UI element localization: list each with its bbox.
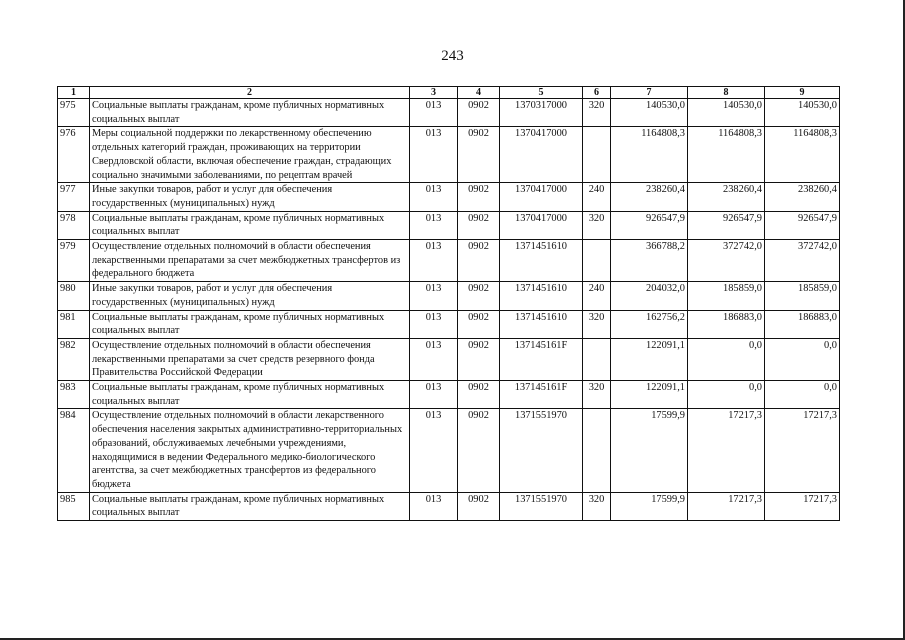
amount-col7: 122091,1 — [611, 338, 688, 380]
amount-col8: 0,0 — [688, 338, 765, 380]
row-number: 981 — [58, 310, 90, 338]
amount-col8: 186883,0 — [688, 310, 765, 338]
row-number: 978 — [58, 211, 90, 239]
target-article-code: 1371551970 — [500, 492, 583, 520]
ministry-code: 013 — [410, 492, 458, 520]
expense-type-code: 320 — [583, 99, 611, 127]
amount-col9: 17217,3 — [765, 409, 840, 492]
row-number: 984 — [58, 409, 90, 492]
target-article-code: 1371551970 — [500, 409, 583, 492]
table-row — [58, 492, 840, 520]
amount-col9: 0,0 — [765, 381, 840, 409]
target-article-code: 1370417000 — [500, 127, 583, 183]
amount-col9: 17217,3 — [765, 492, 840, 520]
amount-col8: 140530,0 — [688, 99, 765, 127]
row-number: 983 — [58, 381, 90, 409]
row-number: 985 — [58, 492, 90, 520]
ministry-code: 013 — [410, 183, 458, 211]
expense-type-code — [583, 240, 611, 282]
row-name: Меры социальной поддержки по лекарственному обеспечению отдельных категорий граждан, проживающих на территории Свердловской области, включая обеспечение граждан, страдающих социально значимыми заболеваниями, по рецептам врачей — [90, 127, 410, 183]
expense-type-code — [583, 338, 611, 380]
section-code: 0902 — [458, 381, 500, 409]
amount-col9: 1164808,3 — [765, 127, 840, 183]
row-name: Социальные выплаты гражданам, кроме публичных нормативных социальных выплат — [90, 211, 410, 239]
amount-col7: 17599,9 — [611, 409, 688, 492]
table-header-row — [58, 87, 840, 99]
table-row — [58, 240, 840, 282]
column-header: 2 — [90, 87, 410, 99]
row-number: 980 — [58, 282, 90, 310]
expense-type-code: 240 — [583, 282, 611, 310]
column-header: 9 — [765, 87, 840, 99]
table-row — [58, 381, 840, 409]
row-number: 976 — [58, 127, 90, 183]
target-article-code: 1370417000 — [500, 183, 583, 211]
table-row — [58, 282, 840, 310]
section-code: 0902 — [458, 211, 500, 239]
row-name: Социальные выплаты гражданам, кроме публичных нормативных социальных выплат — [90, 381, 410, 409]
target-article-code: 1371451610 — [500, 282, 583, 310]
ministry-code: 013 — [410, 338, 458, 380]
amount-col9: 186883,0 — [765, 310, 840, 338]
amount-col7: 1164808,3 — [611, 127, 688, 183]
table-row — [58, 310, 840, 338]
target-article-code: 137145161F — [500, 338, 583, 380]
section-code: 0902 — [458, 310, 500, 338]
table-row — [58, 183, 840, 211]
ministry-code: 013 — [410, 282, 458, 310]
amount-col9: 0,0 — [765, 338, 840, 380]
amount-col8: 1164808,3 — [688, 127, 765, 183]
row-name: Иные закупки товаров, работ и услуг для обеспечения государственных (муниципальных) нужд — [90, 282, 410, 310]
target-article-code: 137145161F — [500, 381, 583, 409]
section-code: 0902 — [458, 240, 500, 282]
amount-col7: 140530,0 — [611, 99, 688, 127]
expense-type-code: 240 — [583, 183, 611, 211]
target-article-code: 1371451610 — [500, 310, 583, 338]
expense-type-code: 320 — [583, 310, 611, 338]
column-header: 8 — [688, 87, 765, 99]
amount-col9: 372742,0 — [765, 240, 840, 282]
column-header: 4 — [458, 87, 500, 99]
amount-col8: 926547,9 — [688, 211, 765, 239]
expense-type-code — [583, 127, 611, 183]
section-code: 0902 — [458, 127, 500, 183]
target-article-code: 1370317000 — [500, 99, 583, 127]
ministry-code: 013 — [410, 381, 458, 409]
amount-col9: 926547,9 — [765, 211, 840, 239]
amount-col7: 926547,9 — [611, 211, 688, 239]
amount-col9: 140530,0 — [765, 99, 840, 127]
amount-col7: 162756,2 — [611, 310, 688, 338]
expense-type-code: 320 — [583, 492, 611, 520]
amount-col7: 122091,1 — [611, 381, 688, 409]
ministry-code: 013 — [410, 127, 458, 183]
amount-col9: 185859,0 — [765, 282, 840, 310]
expense-type-code: 320 — [583, 381, 611, 409]
row-number: 977 — [58, 183, 90, 211]
table-row — [58, 338, 840, 380]
table-row — [58, 409, 840, 492]
row-name: Осуществление отдельных полномочий в области обеспечения лекарственными препаратами за счет средств резервного фонда Правительства Российской Федерации — [90, 338, 410, 380]
column-header: 5 — [500, 87, 583, 99]
section-code: 0902 — [458, 99, 500, 127]
section-code: 0902 — [458, 492, 500, 520]
row-name: Социальные выплаты гражданам, кроме публичных нормативных социальных выплат — [90, 99, 410, 127]
row-name: Социальные выплаты гражданам, кроме публичных нормативных социальных выплат — [90, 492, 410, 520]
column-header: 6 — [583, 87, 611, 99]
row-number: 979 — [58, 240, 90, 282]
amount-col8: 0,0 — [688, 381, 765, 409]
row-name: Иные закупки товаров, работ и услуг для обеспечения государственных (муниципальных) нужд — [90, 183, 410, 211]
row-name: Осуществление отдельных полномочий в области лекарственного обеспечения населения закрытых административно-территориальных образований, обслуживаемых лечебными учреждениями, находящимися в ведении Федерального медико-биологического агентства, за счет межбюджетных трансфертов из федерального бюджета — [90, 409, 410, 492]
section-code: 0902 — [458, 183, 500, 211]
amount-col8: 17217,3 — [688, 409, 765, 492]
row-number: 982 — [58, 338, 90, 380]
column-header: 3 — [410, 87, 458, 99]
expense-type-code: 320 — [583, 211, 611, 239]
row-name: Социальные выплаты гражданам, кроме публичных нормативных социальных выплат — [90, 310, 410, 338]
expense-type-code — [583, 409, 611, 492]
column-header: 7 — [611, 87, 688, 99]
ministry-code: 013 — [410, 99, 458, 127]
amount-col8: 238260,4 — [688, 183, 765, 211]
row-name: Осуществление отдельных полномочий в области обеспечения лекарственными препаратами за счет межбюджетных трансфертов из федерального бюджета — [90, 240, 410, 282]
ministry-code: 013 — [410, 409, 458, 492]
amount-col8: 185859,0 — [688, 282, 765, 310]
section-code: 0902 — [458, 338, 500, 380]
amount-col8: 372742,0 — [688, 240, 765, 282]
amount-col7: 366788,2 — [611, 240, 688, 282]
amount-col9: 238260,4 — [765, 183, 840, 211]
target-article-code: 1371451610 — [500, 240, 583, 282]
table-row — [58, 127, 840, 183]
table-row — [58, 211, 840, 239]
target-article-code: 1370417000 — [500, 211, 583, 239]
ministry-code: 013 — [410, 310, 458, 338]
ministry-code: 013 — [410, 211, 458, 239]
amount-col7: 17599,9 — [611, 492, 688, 520]
table-row — [58, 99, 840, 127]
column-header: 1 — [58, 87, 90, 99]
amount-col7: 238260,4 — [611, 183, 688, 211]
ministry-code: 013 — [410, 240, 458, 282]
row-number: 975 — [58, 99, 90, 127]
budget-table — [57, 86, 840, 521]
section-code: 0902 — [458, 282, 500, 310]
amount-col7: 204032,0 — [611, 282, 688, 310]
section-code: 0902 — [458, 409, 500, 492]
page-number: 243 — [441, 48, 464, 64]
amount-col8: 17217,3 — [688, 492, 765, 520]
